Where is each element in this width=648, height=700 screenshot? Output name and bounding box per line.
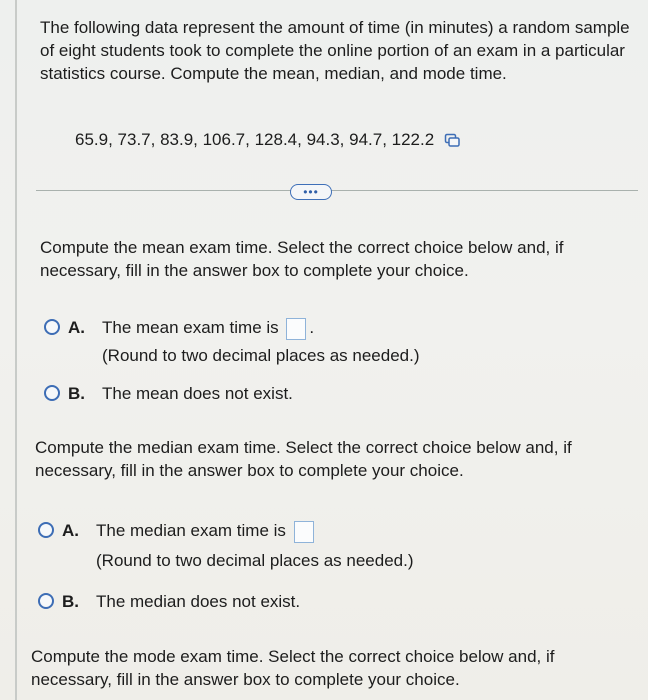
median-option-b-radio[interactable] [38,593,54,609]
mean-option-a-radio[interactable] [44,319,60,335]
section-divider [36,190,638,191]
mean-option-a-body [102,316,420,367]
copy-icon[interactable] [444,132,460,148]
mean-option-b[interactable] [44,382,293,405]
data-values-row [75,130,460,150]
more-button[interactable]: ••• [290,184,332,200]
mean-option-b-letter: B. [68,384,85,403]
median-option-a-letter: A. [62,521,79,540]
median-answer-box[interactable] [294,521,314,543]
mean-option-b-radio[interactable] [44,385,60,401]
data-values: 65.9, 73.7, 83.9, 106.7, 128.4, 94.3, 94.7, 122.2 [75,130,435,149]
median-option-b-text: The median does not exist. [96,592,301,611]
mean-answer-box[interactable] [286,318,306,340]
median-round-hint: (Round to two decimal places as needed.) [96,550,414,570]
mean-option-a-suffix: . [309,318,315,337]
mean-option-a-letter: A. [68,318,85,337]
mean-option-a[interactable] [44,316,420,367]
median-option-a[interactable] [38,519,414,572]
median-option-a-text: The median exam time is [96,521,286,540]
mode-question: Compute the mode exam time. Select the correct choice below and, if necessary, fill in the answer box to complete your choice. [31,647,555,689]
median-question: Compute the median exam time. Select the correct choice below and, if necessary, fill in the answer box to complete your choice. [35,438,572,480]
problem-statement: The following data represent the amount of time (in minutes) a random sample of eight students took to complete the online portion of an exam in a particular statistics course. Compute the mean, median, and mode time. [40,18,630,83]
median-option-a-radio[interactable] [38,522,54,538]
median-option-b[interactable] [38,590,300,613]
mean-option-b-text: The mean does not exist. [102,384,293,403]
median-option-a-body [96,519,414,572]
mean-round-hint: (Round to two decimal places as needed.) [102,345,420,365]
median-option-b-letter: B. [62,592,79,611]
mean-question: Compute the mean exam time. Select the correct choice below and, if necessary, fill in the answer box to complete your choice. [40,238,564,280]
mean-option-a-text: The mean exam time is [102,318,279,337]
left-border [15,0,17,700]
